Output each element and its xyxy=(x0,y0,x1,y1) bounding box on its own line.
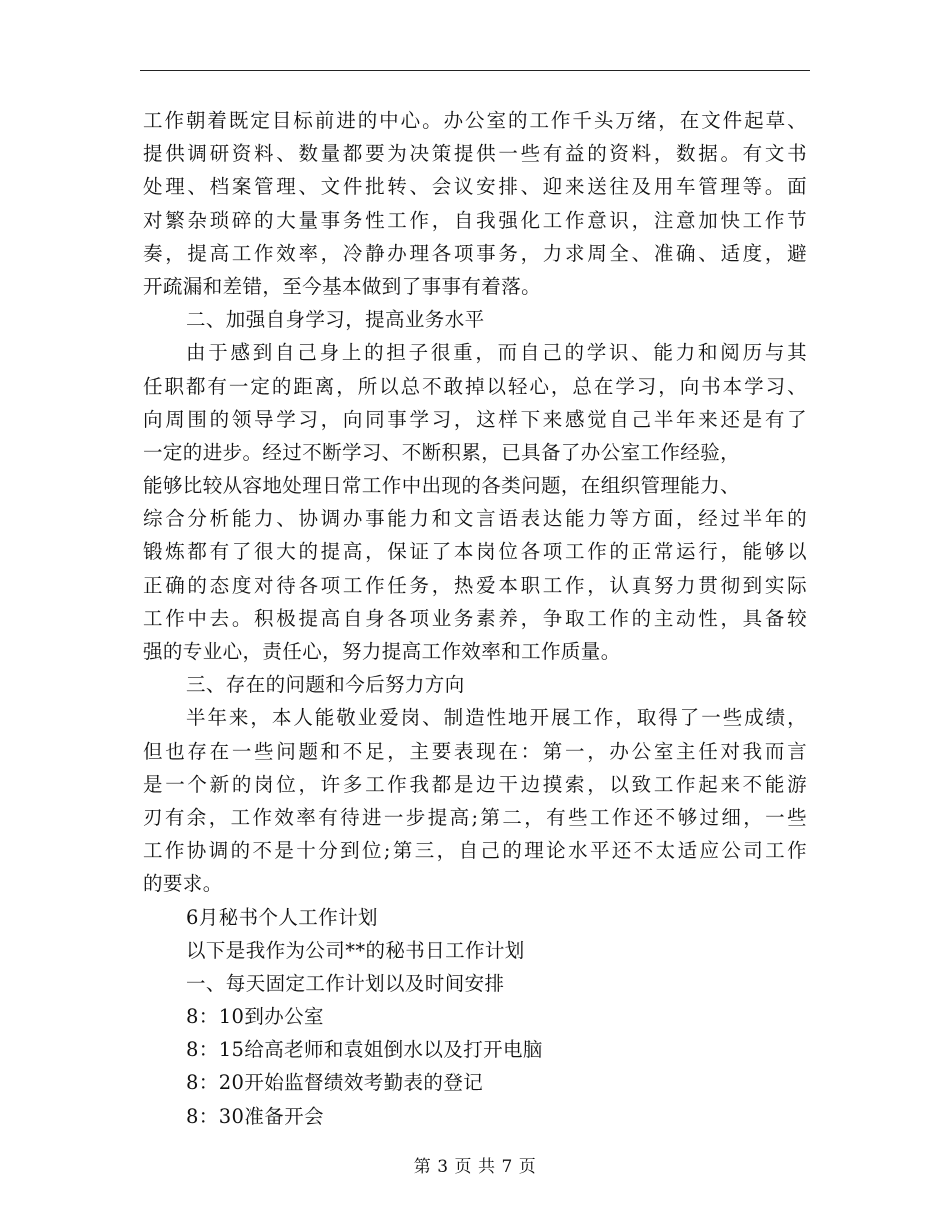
text-line: 工作朝着既定目标前进的中心。办公室的工作千头万绪，在文件起草、 xyxy=(143,109,807,132)
text-line: 一、每天固定工作计划以及时间安排 xyxy=(186,971,505,995)
text-line: 强的专业心，责任心，努力提高工作效率和工作质量。 xyxy=(143,640,621,663)
text-line: 工作协调的不是十分到位;第三，自己的理论水平还不太适应公司工作 xyxy=(143,839,807,863)
text-line: 任职都有一定的距离，所以总不敢掉以轻心，总在学习，向书本学习、 xyxy=(143,374,807,398)
text-line: 8：10到办公室 xyxy=(186,1005,324,1029)
page-footer xyxy=(0,1152,950,1177)
footer-current-page: 3 xyxy=(437,1157,449,1177)
text-line: 正确的态度对待各项工作任务，热爱本职工作，认真努力贯彻到实际 xyxy=(143,573,807,597)
footer-suffix: 页 xyxy=(518,1157,537,1177)
text-line: 锻炼都有了很大的提高，保证了本岗位各项工作的正常运行，能够以 xyxy=(143,540,807,564)
header-rule xyxy=(140,70,810,71)
text-line: 6月秘书个人工作计划 xyxy=(186,905,378,929)
text-line: 工作中去。积极提高自身各项业务素养，争取工作的主动性，具备较 xyxy=(143,606,807,630)
text-line: 8：30准备开会 xyxy=(186,1104,324,1128)
text-line: 半年来，本人能敬业爱岗、制造性地开展工作，取得了一些成绩， xyxy=(186,706,807,730)
text-line: 刃有余，工作效率有待进一步提高;第二，有些工作还不够过细，一些 xyxy=(143,805,807,829)
footer-middle: 页 共 xyxy=(454,1157,496,1177)
text-line: 由于感到自己身上的担子很重，而自己的学识、能力和阅历与其 xyxy=(186,341,807,365)
footer-total-pages: 7 xyxy=(501,1157,513,1177)
text-line: 一定的进步。经过不断学习、不断积累，已具备了办公室工作经验， xyxy=(143,440,741,464)
text-line: 8：20开始监督绩效考勤表的登记 xyxy=(186,1071,484,1095)
text-line: 综合分析能力、协调办事能力和文言语表达能力等方面，经过半年的 xyxy=(143,507,807,531)
text-line: 奏，提高工作效率，冷静办理各项事务，力求周全、准确、适度，避 xyxy=(143,241,807,265)
text-line: 以下是我作为公司**的秘书日工作计划 xyxy=(186,938,525,962)
text-line: 三、存在的问题和今后努力方向 xyxy=(186,673,465,697)
text-line: 的要求。 xyxy=(143,872,223,896)
text-line: 二、加强自身学习，提高业务水平 xyxy=(186,308,485,332)
text-line: 是一个新的岗位，许多工作我都是边干边摸索，以致工作起来不能游 xyxy=(143,772,807,796)
document-body xyxy=(143,104,807,1133)
text-line: 对繁杂琐碎的大量事务性工作，自我强化工作意识，注意加快工作节 xyxy=(143,208,807,232)
text-line: 开疏漏和差错，至今基本做到了事事有着落。 xyxy=(143,274,542,298)
text-line: 提供调研资料、数量都要为决策提供一些有益的资料，数据。有文书 xyxy=(143,142,807,166)
text-line: 能够比较从容地处理日常工作中出现的各类问题，在组织管理能力、 xyxy=(143,474,741,498)
footer-prefix: 第 xyxy=(413,1157,432,1177)
text-line: 8：15给高老师和袁姐倒水以及打开电脑 xyxy=(186,1038,543,1062)
text-line: 但也存在一些问题和不足，主要表现在：第一，办公室主任对我而言 xyxy=(143,739,807,763)
text-line: 向周围的领导学习，向同事学习，这样下来感觉自己半年来还是有了 xyxy=(143,407,807,431)
text-line: 处理、档案管理、文件批转、会议安排、迎来送往及用车管理等。面 xyxy=(143,175,807,199)
